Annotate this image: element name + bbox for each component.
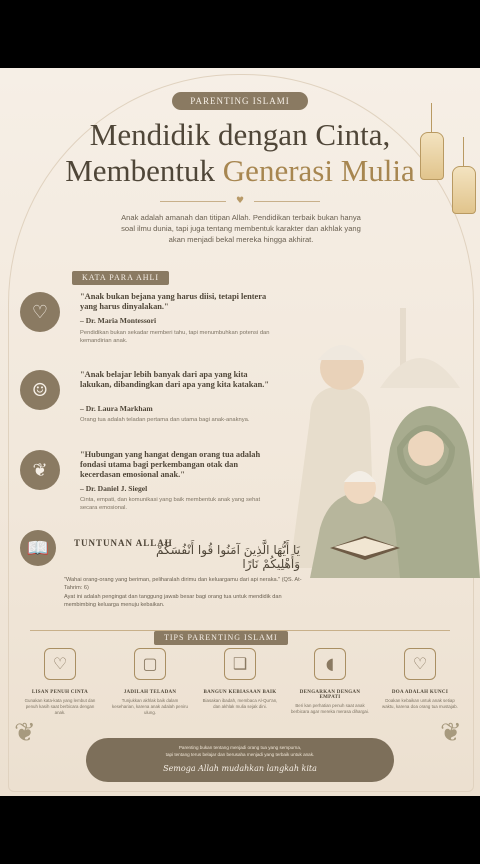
hand-heart-icon: ♡ bbox=[20, 292, 60, 332]
quote-note: Cinta, empati, dan komunikasi yang baik membentuk anak yang sehat secara emosional. bbox=[80, 497, 261, 511]
section-tips-heading: TIPS PARENTING ISLAMI bbox=[154, 631, 288, 645]
closing-banner bbox=[86, 738, 394, 782]
book-icon: 📖 bbox=[20, 530, 56, 566]
book-icon: ❑ bbox=[224, 648, 256, 680]
quote-text: "Anak bukan bejana yang harus diisi, tetapi lentera yang harus dinyalakan." bbox=[80, 292, 267, 311]
quote-note: Orang tua adalah teladan pertama dan utama bagi anak-anaknya. bbox=[80, 417, 250, 423]
tip-title: DOA ADALAH KUNCI bbox=[391, 690, 449, 695]
title-line-1: Mendidik dengan Cinta, bbox=[89, 117, 391, 152]
quote-note: Pendidikan bukan sekadar memberi tahu, tapi menumbuhkan potensi dan kemandirian anak. bbox=[80, 330, 270, 344]
heart-divider-icon: ♥ bbox=[160, 196, 320, 206]
tuntunan-title: TUNTUNAN ALLAH bbox=[74, 538, 173, 548]
tips-row bbox=[20, 648, 460, 718]
title-line-2: Membentuk Generasi Mulia bbox=[65, 153, 415, 188]
tip-title: JADILAH TELADAN bbox=[123, 690, 177, 695]
tip-desc: Biasakan ibadah, membaca Al-Qur'an, dan akhlak mulia sejak dini. bbox=[202, 698, 278, 709]
verse-translation: "Wahai orang-orang yang beriman, peliharalah dirimu dan keluargamu dari api neraka." (QS. At-Tahrim: 6) bbox=[64, 577, 302, 591]
tip-desc: Beri kan perhatian penuh saat anak berbicara agar mereka merasa dihargai. bbox=[290, 703, 370, 714]
poster bbox=[0, 68, 480, 796]
tip-desc: Tunjukkan akhlak baik dalam keseharian, karena anak adalah peniru ulung. bbox=[112, 698, 188, 715]
quran-verse-arabic: يَا أَيُّهَا الَّذِينَ آمَنُوا قُوا أَنْفُسَكُمْ وَأَهْلِيكُمْ نَارًا bbox=[156, 543, 300, 571]
tip-title: BANGUN KEBIASAAN BAIK bbox=[203, 690, 277, 695]
intro-text: Anak adalah amanah dan titipan Allah. Pendidikan terbaik bukan hanya soal ilmu dunia, tapi juga tentang membentuk karakter dan akhlak yang akan menjadi bekal mereka hingga akhirat. bbox=[121, 213, 361, 244]
tip-title: DENGARKAN DENGAN EMPATI bbox=[299, 690, 361, 700]
category-tag: PARENTING ISLAMI bbox=[172, 92, 308, 110]
tip-item bbox=[290, 648, 370, 718]
quote-text: "Anak belajar lebih banyak dari apa yang kita lakukan, dibandingkan dari apa yang kita katakan." bbox=[80, 370, 269, 389]
tip-item bbox=[110, 648, 190, 718]
lantern-icon bbox=[452, 166, 476, 214]
ear-icon: ◖ bbox=[314, 648, 346, 680]
banner-closing-prayer: Semoga Allah mudahkan langkah kita bbox=[163, 764, 317, 773]
tip-item bbox=[200, 648, 280, 718]
quote-text: "Hubungan yang hangat dengan orang tua adalah fondasi utama bagi perkembangan otak dan kecerdasan emosional anak." bbox=[80, 450, 261, 479]
leaf-decoration-icon: ❦ bbox=[14, 718, 36, 748]
praying-hands-icon: ♡ bbox=[404, 648, 436, 680]
verse-note: Ayat ini adalah pengingat dan tanggung jawab besar bagi orang tua untuk mendidik dan membimbing keluarga menuju kebaikan. bbox=[64, 594, 282, 608]
tip-title: LISAN PENUH CINTA bbox=[31, 690, 89, 695]
mosque-frame-icon: ▢ bbox=[134, 648, 166, 680]
heart-hands-icon: ♡ bbox=[44, 648, 76, 680]
leaf-decoration-icon: ❦ bbox=[440, 718, 462, 748]
tip-item bbox=[380, 648, 460, 718]
brain-heart-icon: ❦ bbox=[20, 450, 60, 490]
tip-desc: Doakan kebaikan untuk anak setiap waktu, karena doa orang tua mustajab. bbox=[382, 698, 458, 709]
tip-item bbox=[20, 648, 100, 718]
quote-author: – Dr. Laura Markham bbox=[80, 404, 153, 413]
banner-line-1: Parenting bukan tentang menjadi orang tua yang sempurna, bbox=[178, 745, 302, 750]
quote-author: – Dr. Daniel J. Siegel bbox=[80, 484, 148, 493]
quote-author: – Dr. Maria Montessori bbox=[80, 316, 157, 325]
section-experts-heading: KATA PARA AHLI bbox=[72, 271, 169, 285]
family-icon: ☺ bbox=[20, 370, 60, 410]
banner-line-2: tapi tentang terus belajar dan berusaha menjadi yang terbaik untuk anak. bbox=[165, 752, 315, 757]
tip-desc: Gunakan kata-kata yang lembut dan penuh kasih saat berbicara dengan anak. bbox=[24, 698, 96, 715]
